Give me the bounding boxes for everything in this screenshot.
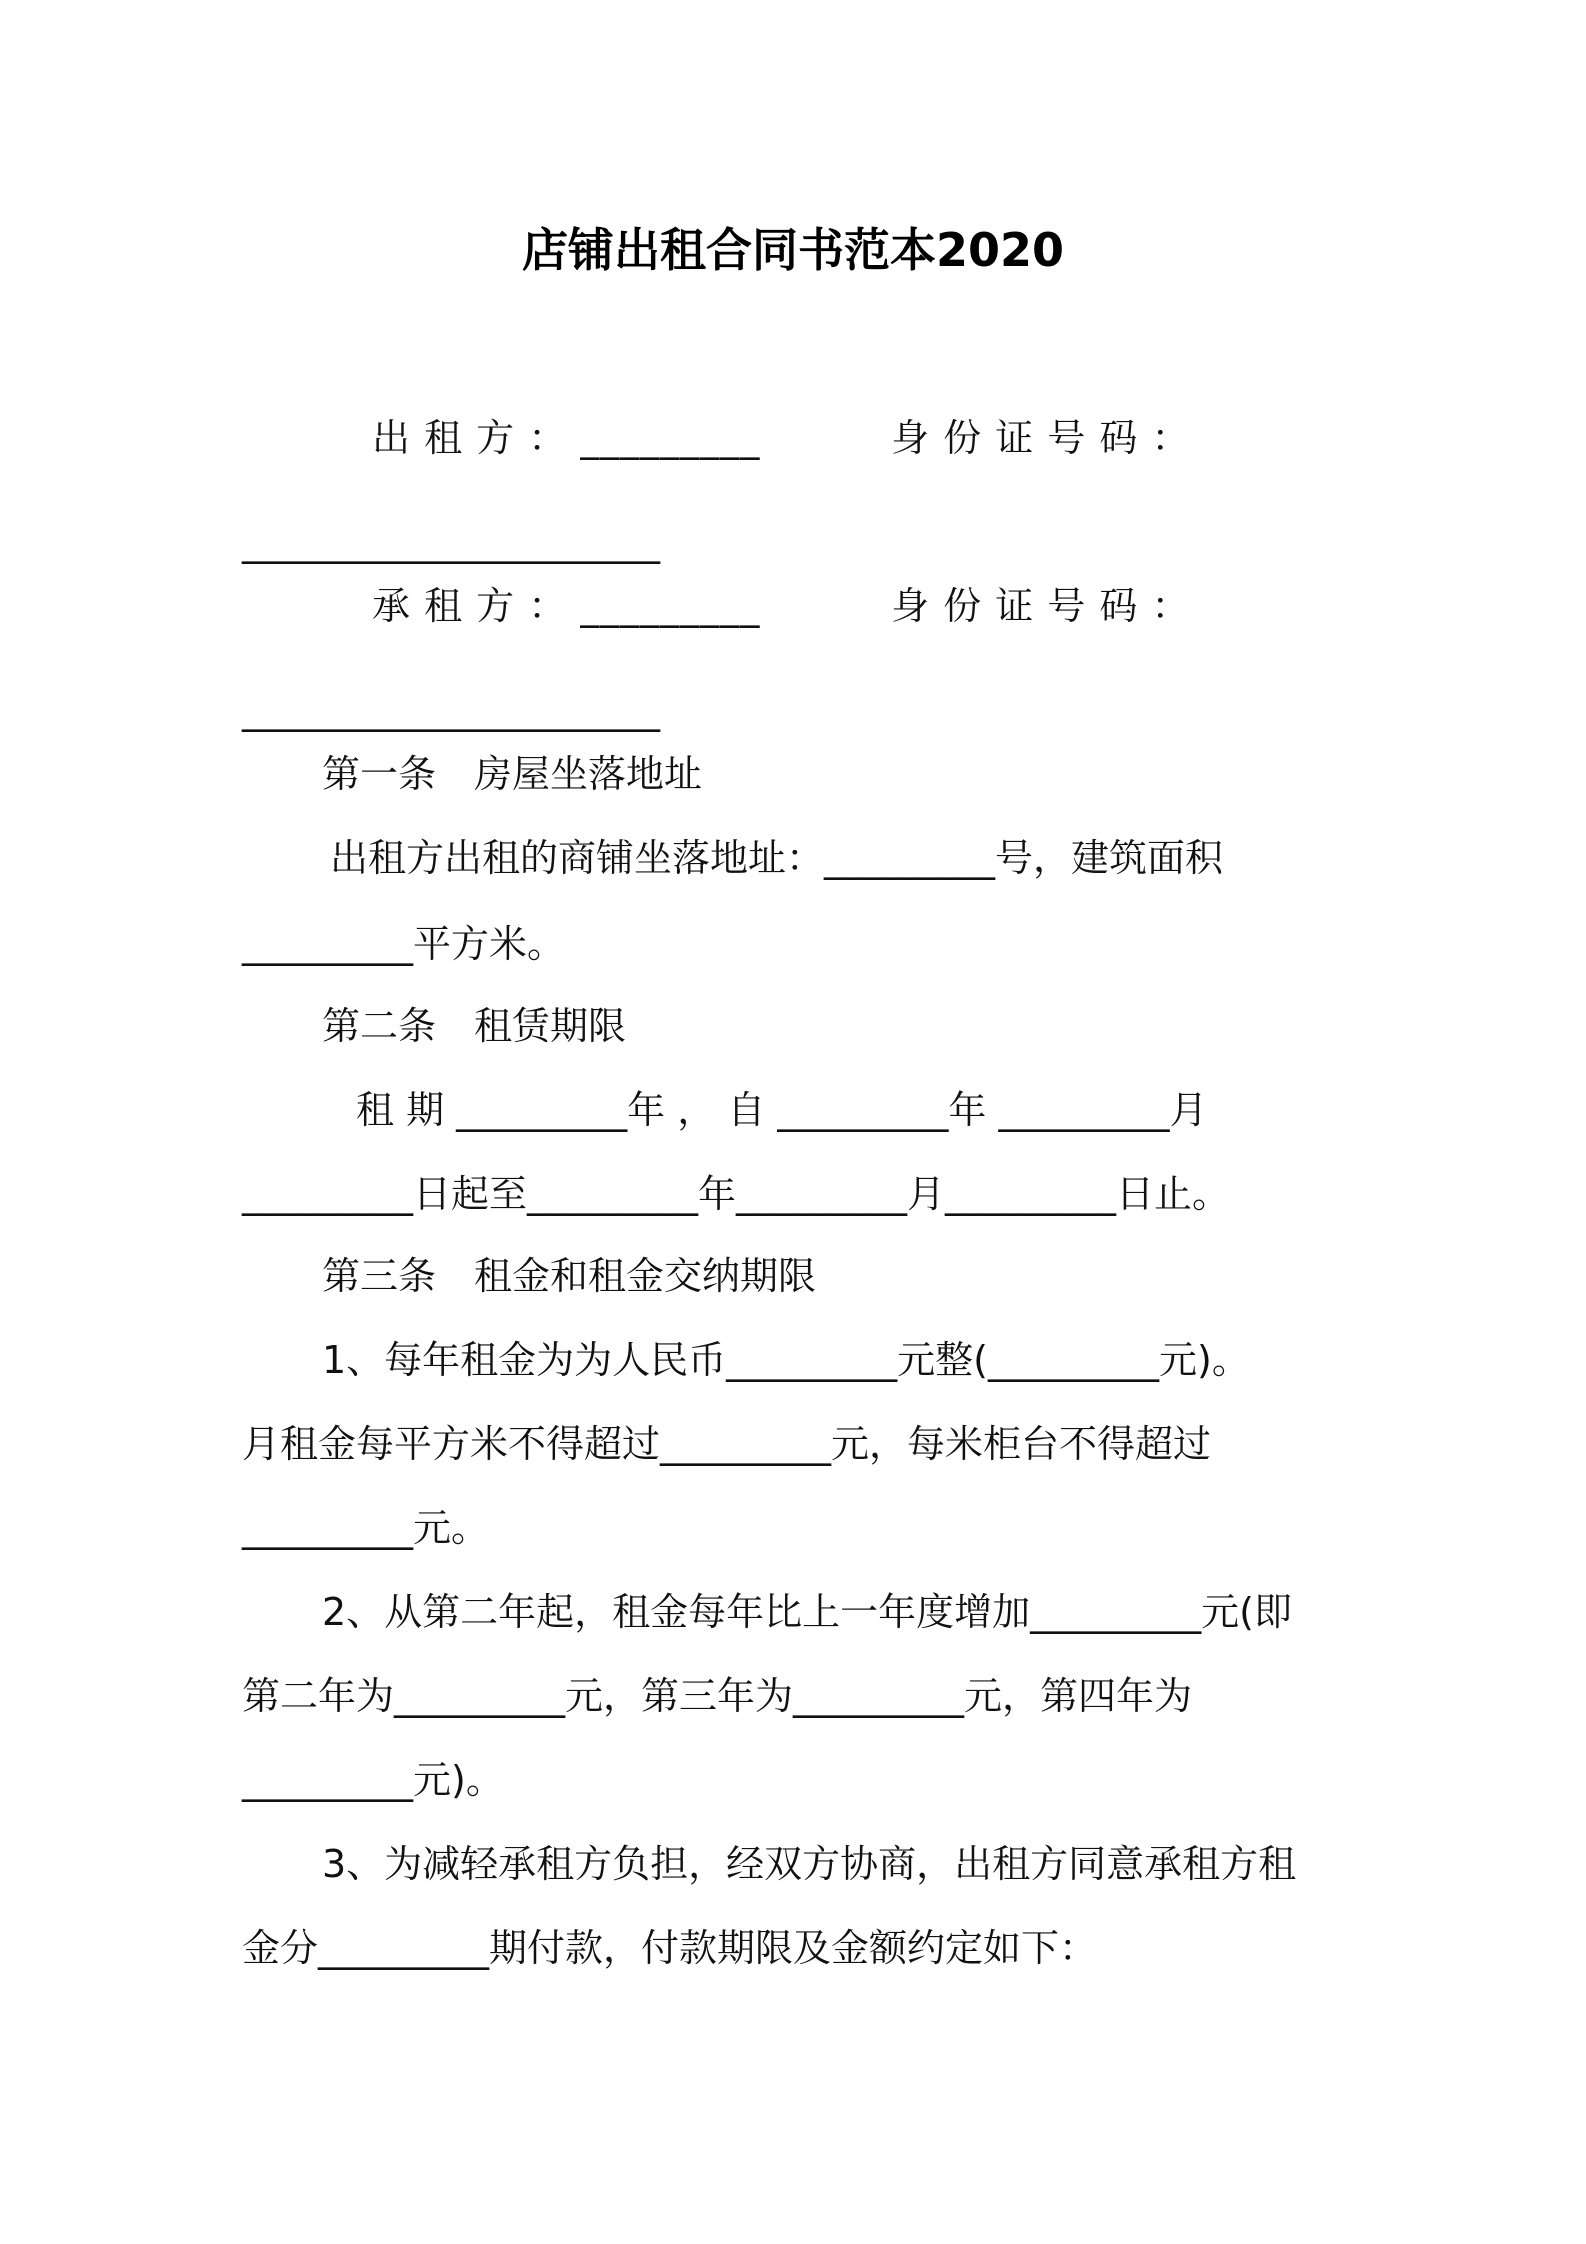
article-3-item-2-end: _________元)。 bbox=[242, 1758, 504, 1802]
article-3-heading: 第三条 租金和租金交纳期限 bbox=[322, 1254, 817, 1298]
article-1-body: 出租方出租的商铺坐落地址：_________号，建筑面积 bbox=[330, 836, 1224, 880]
article-1-heading: 第一条 房屋坐落地址 bbox=[322, 752, 703, 796]
article-2-heading: 第二条 租赁期限 bbox=[322, 1004, 627, 1048]
article-2-body: 租 期 _________年 ， 自 _________年 _________月 bbox=[356, 1088, 1208, 1132]
article-3-item-2-cont: 第二年为_________元，第三年为_________元，第四年为 bbox=[242, 1674, 1193, 1718]
article-3-item-2: 2、从第二年起，租金每年比上一年度增加_________元(即 bbox=[322, 1590, 1293, 1634]
article-2-body-cont: _________日起至_________年_________月_________日止。 bbox=[242, 1172, 1231, 1216]
document-title: 店铺出租合同书范本2020 bbox=[521, 223, 1065, 277]
article-3-item-1: 1、每年租金为为人民币_________元整(_________元)。 bbox=[322, 1338, 1250, 1382]
lessor-id-blank: ______________________ bbox=[242, 520, 660, 564]
article-3-item-1-end: _________元。 bbox=[242, 1506, 490, 1550]
article-3-item-3-cont: 金分_________期付款，付款期限及金额约定如下： bbox=[242, 1926, 1098, 1970]
article-3-item-1-cont: 月租金每平方米不得超过_________元，每米柜台不得超过 bbox=[242, 1422, 1212, 1466]
article-3-item-3: 3、为减轻承租方负担，经双方协商，出租方同意承租方租 bbox=[322, 1842, 1297, 1886]
lessor-line: 出 租 方 ： _________ 身 份 证 号 码 ： bbox=[372, 416, 1191, 460]
lessee-id-blank: ______________________ bbox=[242, 688, 660, 732]
lessee-line: 承 租 方 ： _________ 身 份 证 号 码 ： bbox=[372, 584, 1191, 628]
article-1-body-cont: _________平方米。 bbox=[242, 922, 566, 966]
